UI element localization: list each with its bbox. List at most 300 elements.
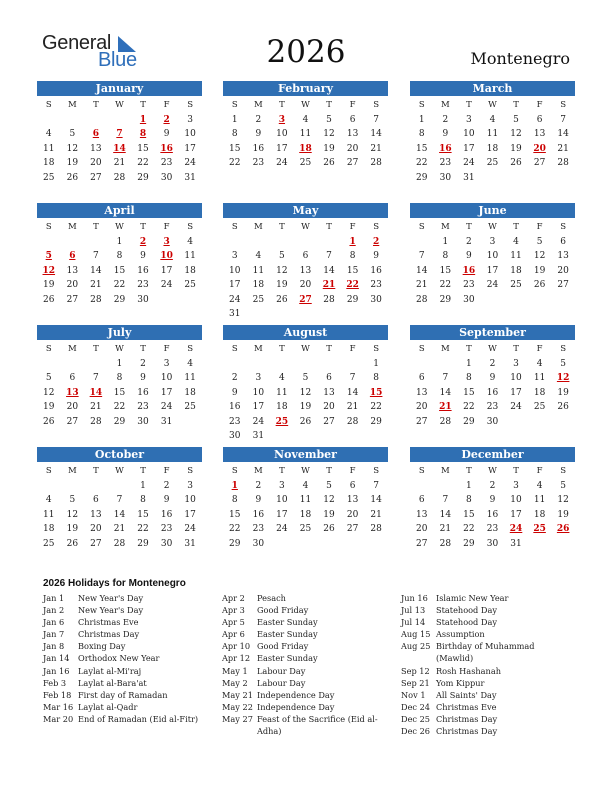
day: 17	[160, 265, 173, 276]
holiday-day: 22	[346, 280, 359, 290]
holiday-date: Mar 20	[43, 713, 74, 724]
holiday-name: Easter Sunday	[257, 653, 318, 664]
holiday-date: Jan 8	[43, 641, 65, 652]
day: 17	[252, 402, 265, 412]
day: 30	[463, 294, 475, 305]
day: 4	[513, 236, 519, 247]
day: 17	[160, 387, 173, 398]
weekday-label: M	[440, 100, 450, 110]
day: 23	[229, 416, 241, 427]
day: 13	[346, 495, 359, 505]
day: 3	[187, 480, 194, 491]
holiday-name: First day of Ramadan	[78, 689, 168, 700]
day: 31	[510, 538, 522, 549]
holiday-item	[222, 616, 385, 628]
day: 4	[536, 480, 543, 491]
day: 9	[489, 373, 496, 383]
month-title: November	[223, 447, 388, 462]
empty-day	[551, 537, 575, 552]
holiday-item	[43, 592, 206, 604]
day: 19	[276, 280, 288, 290]
weekday-label: F	[349, 344, 356, 354]
day: 21	[557, 143, 569, 154]
day: 28	[323, 294, 335, 305]
day: 23	[252, 158, 265, 168]
day: 20	[323, 402, 335, 412]
weekday-label: T	[93, 344, 99, 354]
day: 16	[370, 265, 382, 276]
day: 22	[229, 158, 241, 168]
day: 23	[486, 402, 499, 412]
holiday-day: 24	[509, 524, 523, 534]
day: 26	[557, 402, 569, 412]
holiday-item	[222, 592, 385, 604]
day: 29	[137, 538, 149, 549]
day: 12	[323, 495, 335, 505]
empty-day	[247, 357, 271, 372]
day: 23	[370, 280, 382, 290]
day: 27	[66, 294, 79, 305]
day: 13	[66, 265, 79, 276]
day: 9	[442, 129, 449, 139]
day: 18	[184, 387, 196, 398]
holiday-item	[222, 665, 385, 677]
day: 11	[184, 373, 196, 383]
month-title: February	[223, 81, 388, 96]
weekday-label: M	[253, 466, 263, 476]
day: 7	[93, 373, 99, 383]
holiday-item	[222, 640, 385, 652]
day: 3	[279, 480, 285, 491]
day: 4	[536, 358, 543, 369]
empty-day	[317, 429, 341, 444]
holiday-day: 5	[45, 251, 52, 261]
day: 8	[116, 373, 123, 383]
month-title: July	[37, 325, 202, 340]
holiday-item	[401, 604, 564, 616]
day: 5	[560, 358, 567, 369]
holiday-name: End of Ramadan (Eid al-Fitr)	[78, 713, 199, 724]
day: 16	[137, 265, 149, 276]
weekday-label: T	[466, 466, 472, 476]
day: 15	[346, 265, 359, 276]
holiday-item	[401, 689, 564, 701]
holiday-item	[222, 689, 385, 701]
empty-day	[178, 293, 202, 308]
day: 26	[43, 416, 55, 427]
day: 7	[373, 480, 380, 491]
day: 8	[349, 251, 356, 261]
holiday-item	[401, 628, 564, 640]
day: 31	[184, 172, 196, 183]
weekday-label: S	[418, 466, 425, 476]
holiday-date: Jan 14	[43, 653, 70, 664]
day: 21	[113, 524, 126, 534]
day: 12	[43, 387, 55, 398]
day: 29	[416, 172, 428, 183]
day: 5	[279, 251, 285, 261]
empty-day	[37, 113, 61, 128]
day: 27	[533, 158, 546, 168]
holiday-name: Statehood Day	[436, 617, 497, 628]
holiday-date: May 22	[222, 701, 253, 712]
weekday-label: F	[536, 466, 543, 476]
day: 25	[252, 294, 265, 305]
holiday-date: Jan 16	[43, 665, 70, 676]
day: 15	[137, 143, 149, 154]
holiday-date: Nov 1	[401, 689, 426, 700]
holiday-item	[43, 628, 206, 640]
weekday-label: S	[373, 466, 380, 476]
day: 12	[66, 509, 79, 520]
empty-day	[270, 429, 294, 444]
day: 4	[302, 480, 309, 491]
day: 25	[299, 158, 312, 168]
day: 17	[229, 280, 241, 290]
day: 2	[163, 480, 170, 491]
day: 2	[255, 114, 262, 125]
month-title: March	[410, 81, 575, 96]
holiday-date: Mar 16	[43, 701, 74, 712]
day: 15	[229, 143, 241, 154]
weekday-label: W	[301, 222, 310, 232]
empty-day	[247, 235, 271, 250]
day: 21	[416, 280, 428, 290]
day: 20	[346, 509, 359, 520]
weekday-label: M	[67, 222, 77, 232]
weekday-label: T	[279, 344, 285, 354]
holiday-date: Jul 13	[401, 605, 426, 616]
holiday-item	[43, 677, 206, 689]
logo-text-general: General	[42, 32, 112, 54]
weekday-label: T	[140, 344, 146, 354]
weekday-label: T	[513, 344, 519, 354]
day: 21	[439, 524, 452, 534]
empty-day	[108, 479, 132, 494]
holiday-date: Apr 3	[222, 605, 245, 616]
holiday-name: Labour Day	[257, 665, 306, 676]
day: 26	[533, 280, 546, 290]
day: 19	[323, 143, 335, 154]
day: 4	[489, 114, 496, 125]
holiday-name: All Saints' Day	[436, 689, 497, 700]
day: 16	[252, 143, 265, 154]
day: 13	[557, 251, 569, 261]
day: 24	[276, 158, 288, 168]
page-header	[0, 0, 612, 76]
day: 5	[326, 480, 332, 491]
day: 17	[276, 509, 288, 520]
month-title: August	[223, 325, 388, 340]
weekday-label: T	[93, 100, 99, 110]
weekday-label: F	[163, 222, 170, 232]
empty-day	[294, 235, 318, 250]
weekday-label: S	[45, 466, 52, 476]
month-december	[410, 447, 575, 551]
day: 4	[187, 358, 194, 369]
day: 27	[416, 538, 428, 549]
holiday-day: 1	[231, 480, 238, 491]
day: 10	[486, 251, 499, 261]
weekday-label: T	[93, 466, 99, 476]
day: 18	[184, 265, 196, 276]
weekday-label: W	[115, 222, 124, 232]
day: 11	[510, 251, 522, 261]
day: 7	[326, 251, 332, 261]
empty-day	[61, 479, 85, 494]
empty-day	[504, 293, 528, 308]
day: 3	[513, 358, 519, 369]
holiday-column	[43, 592, 206, 725]
holiday-day: 7	[116, 129, 123, 139]
holiday-date: Jan 2	[43, 605, 65, 616]
month-june	[410, 203, 575, 307]
day: 17	[510, 509, 522, 520]
weekday-label: M	[440, 344, 450, 354]
day: 12	[533, 251, 546, 261]
day: 12	[299, 387, 312, 398]
day: 14	[90, 265, 102, 276]
day: 1	[373, 358, 380, 369]
day: 2	[442, 114, 449, 125]
day: 6	[418, 495, 425, 505]
holiday-day: 12	[42, 265, 56, 276]
weekday-label: S	[560, 222, 567, 232]
day: 8	[466, 495, 472, 505]
month-november	[223, 447, 388, 551]
weekday-label: S	[231, 344, 238, 354]
weekday-label: S	[373, 100, 380, 110]
weekday-label: M	[253, 344, 263, 354]
weekday-label: T	[93, 222, 99, 232]
month-july	[37, 325, 202, 429]
day: 30	[229, 431, 241, 441]
weekday-label: F	[536, 100, 543, 110]
empty-day	[84, 479, 108, 494]
holiday-name: Independence Day	[257, 689, 335, 700]
holiday-day: 2	[373, 236, 380, 247]
weekday-label: T	[466, 344, 472, 354]
holiday-item	[222, 677, 385, 689]
day: 15	[229, 509, 241, 520]
holiday-item	[401, 640, 564, 664]
holiday-day: 21	[322, 280, 336, 290]
weekday-label: S	[373, 222, 380, 232]
holiday-day: 16	[462, 265, 476, 276]
empty-day	[364, 307, 388, 322]
holiday-column	[222, 592, 385, 737]
day: 7	[116, 495, 123, 505]
empty-day	[294, 357, 318, 372]
day: 18	[533, 509, 546, 520]
day: 25	[184, 402, 196, 412]
day: 24	[463, 158, 475, 168]
day: 30	[137, 416, 149, 427]
empty-day	[61, 235, 85, 250]
day: 10	[229, 265, 241, 276]
day: 19	[323, 509, 335, 520]
day: 28	[370, 524, 382, 534]
day: 8	[231, 129, 238, 139]
empty-day	[481, 171, 505, 186]
holiday-day: 15	[369, 387, 383, 398]
weekday-label: W	[301, 466, 310, 476]
month-title: December	[410, 447, 575, 462]
day: 8	[140, 495, 146, 505]
day: 27	[66, 416, 79, 427]
day: 15	[463, 387, 475, 398]
weekday-label: S	[187, 344, 194, 354]
day: 27	[557, 280, 569, 290]
holiday-day: 6	[69, 251, 76, 261]
month-day-grid	[410, 342, 575, 429]
day: 6	[560, 236, 567, 247]
day: 8	[116, 251, 123, 261]
day: 23	[486, 524, 499, 534]
day: 20	[66, 402, 79, 412]
day: 20	[346, 143, 359, 154]
day: 14	[557, 129, 569, 139]
day: 17	[276, 143, 288, 154]
day: 30	[439, 172, 452, 183]
holiday-name: Feast of the Sacrifice (Eid al-Adha)	[257, 713, 378, 737]
holiday-date: Apr 2	[222, 593, 245, 603]
day: 30	[160, 172, 173, 183]
empty-day	[341, 429, 365, 444]
day: 27	[90, 538, 102, 549]
day: 22	[439, 280, 452, 290]
day: 28	[90, 294, 102, 305]
holiday-day: 1	[139, 114, 147, 125]
empty-day	[61, 357, 85, 372]
month-day-grid	[37, 98, 202, 185]
day: 4	[187, 236, 194, 247]
day: 3	[231, 251, 238, 261]
holiday-item	[43, 640, 206, 652]
day: 25	[43, 172, 55, 183]
day: 10	[510, 373, 522, 383]
day: 13	[416, 387, 428, 398]
weekday-label: S	[418, 222, 425, 232]
month-day-grid	[223, 342, 388, 444]
day: 1	[418, 114, 425, 125]
holiday-day: 16	[439, 143, 452, 154]
holiday-date: Jan 7	[43, 629, 65, 640]
day: 17	[486, 265, 499, 276]
day: 16	[137, 387, 149, 398]
month-january	[37, 81, 202, 185]
day: 27	[323, 416, 335, 427]
day: 24	[184, 158, 196, 168]
day: 2	[231, 373, 238, 383]
day: 14	[113, 509, 126, 520]
holiday-date: Jan 1	[43, 593, 65, 603]
holiday-day: 21	[439, 402, 452, 412]
day: 1	[466, 480, 472, 491]
day: 25	[510, 280, 522, 290]
day: 26	[323, 524, 335, 534]
month-day-grid	[223, 220, 388, 322]
day: 5	[69, 495, 76, 505]
day: 4	[279, 373, 285, 383]
weekday-label: S	[373, 344, 380, 354]
month-may	[223, 203, 388, 322]
day: 3	[255, 373, 262, 383]
month-title: May	[223, 203, 388, 218]
day: 23	[137, 280, 149, 290]
empty-day	[434, 479, 458, 494]
day: 5	[45, 373, 52, 383]
day: 2	[489, 358, 496, 369]
month-day-grid	[410, 464, 575, 551]
day: 22	[137, 158, 149, 168]
weekday-label: S	[560, 100, 567, 110]
empty-day	[341, 537, 365, 552]
day: 14	[370, 495, 382, 505]
month-title: September	[410, 325, 575, 340]
day: 6	[418, 373, 425, 383]
month-september	[410, 325, 575, 429]
day: 16	[160, 509, 173, 520]
holiday-column	[401, 592, 564, 737]
day: 13	[416, 509, 428, 520]
day: 6	[93, 495, 99, 505]
weekday-label: M	[67, 344, 77, 354]
holiday-date: May 2	[222, 677, 248, 688]
day: 9	[255, 495, 262, 505]
day: 25	[43, 538, 55, 549]
day: 11	[533, 373, 546, 383]
weekday-label: S	[418, 100, 425, 110]
day: 8	[373, 373, 380, 383]
holiday-date: Jul 14	[401, 617, 426, 628]
day: 18	[533, 387, 546, 398]
month-day-grid	[37, 342, 202, 429]
empty-day	[37, 235, 61, 250]
empty-day	[364, 429, 388, 444]
day: 22	[370, 402, 382, 412]
day: 16	[486, 509, 499, 520]
empty-day	[410, 357, 434, 372]
weekday-label: T	[140, 100, 146, 110]
day: 11	[252, 265, 265, 276]
day: 9	[163, 495, 170, 505]
weekday-label: F	[163, 100, 170, 110]
day: 16	[252, 509, 265, 520]
holiday-day: 25	[275, 416, 289, 427]
day: 3	[163, 358, 170, 369]
day: 31	[229, 309, 241, 319]
day: 2	[466, 236, 472, 247]
holiday-day: 12	[556, 373, 570, 383]
day: 31	[184, 538, 196, 549]
day: 8	[442, 251, 449, 261]
day: 28	[416, 294, 428, 305]
holiday-item	[222, 713, 385, 737]
day: 9	[373, 251, 380, 261]
weekday-label: F	[163, 466, 170, 476]
day: 22	[463, 402, 475, 412]
empty-day	[37, 479, 61, 494]
day: 24	[229, 294, 241, 305]
day: 30	[486, 538, 499, 549]
weekday-label: F	[536, 344, 543, 354]
day: 19	[66, 524, 79, 534]
month-day-grid	[223, 98, 388, 171]
holiday-item	[43, 616, 206, 628]
holiday-date: Aug 25	[401, 641, 431, 652]
month-march	[410, 81, 575, 185]
